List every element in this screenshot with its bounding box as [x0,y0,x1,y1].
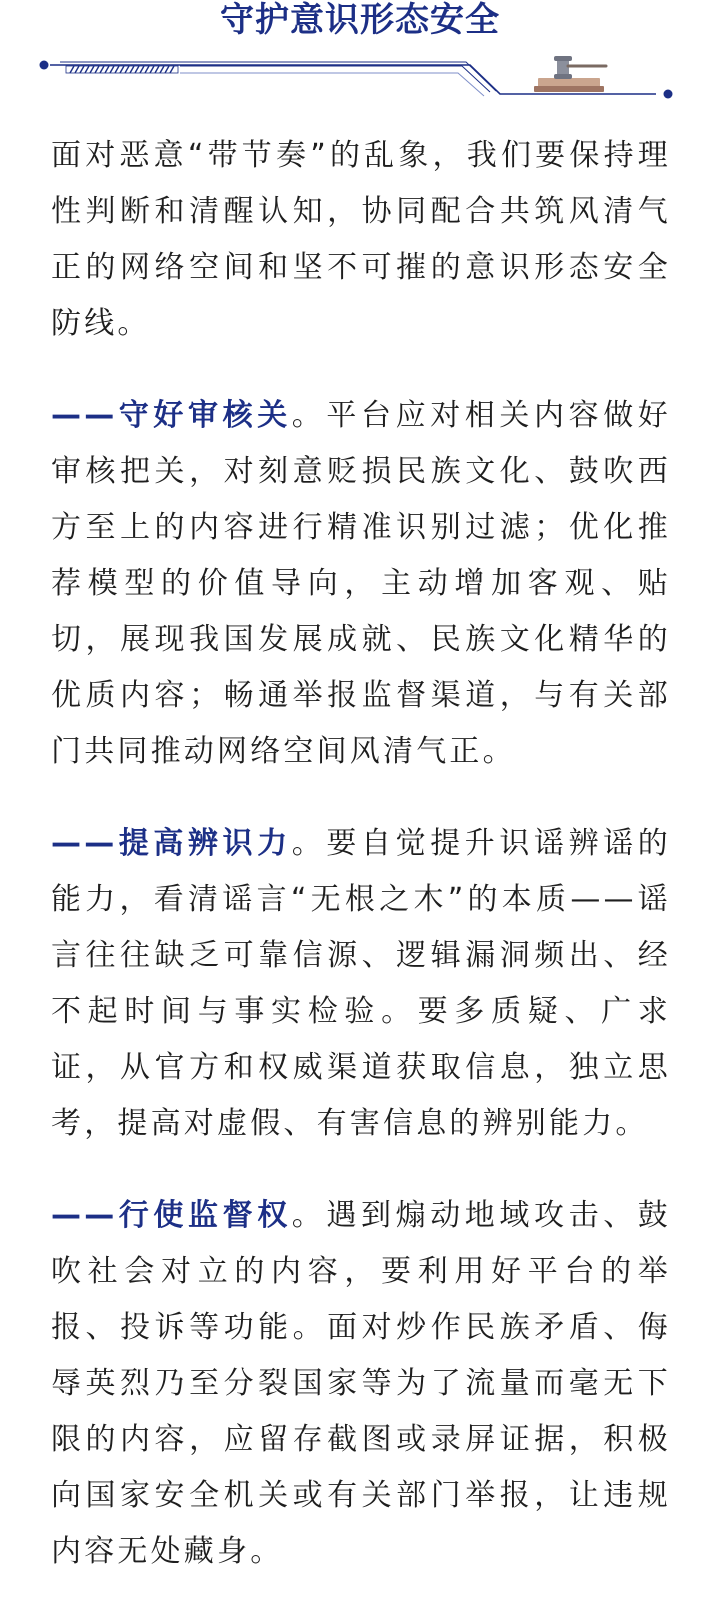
divider-dot-left [40,61,49,70]
divider-hatch [66,66,490,96]
paragraph-supervision [51,1188,671,1580]
paragraph-lead: ——守好审核关 [51,398,292,433]
paragraph-lead: ——行使监督权 [51,1198,292,1233]
paragraph-text: 。遇到煽动地域攻击、鼓吹社会对立的内容，要利用好平台的举报、投诉等功能。面对炒作民族矛盾、侮辱英烈乃至分裂国家等为了流量而毫无下限的内容，应留存截图或录屏证据，积极向国家安全机关或有关部门举报，让违规内容无处藏身。 [51,1198,671,1569]
title-divider [30,44,690,114]
paragraph-review [51,388,671,780]
paragraph-text: 。要自觉提升识谣辨谣的能力，看清谣言“无根之木”的本质——谣言往往缺乏可靠信源、逻辑漏洞频出、经不起时间与事实检验。要多质疑、广求证，从官方和权威渠道获取信息，独立思考，提高对虚假、有害信息的辨别能力。 [51,826,671,1141]
gavel-icon [534,56,606,92]
paragraph-intro [51,128,671,352]
page-title: 守护意识形态安全 [220,0,500,40]
paragraph-text: 面对恶意“带节奏”的乱象，我们要保持理性判断和清醒认知，协同配合共筑风清气正的网络空间和坚不可摧的意识形态安全防线。 [51,138,671,341]
divider-dot-right [664,90,673,99]
paragraph-lead: ——提高辨识力 [51,826,292,861]
paragraph-discernment [51,816,671,1152]
article-body [51,128,671,1616]
paragraph-text: 。平台应对相关内容做好审核把关，对刻意贬损民族文化、鼓吹西方至上的内容进行精准识别过滤；优化推荐模型的价值导向，主动增加客观、贴切，展现我国发展成就、民族文化精华的优质内容；畅通举报监督渠道，与有关部门共同推动网络空间风清气正。 [51,398,671,769]
